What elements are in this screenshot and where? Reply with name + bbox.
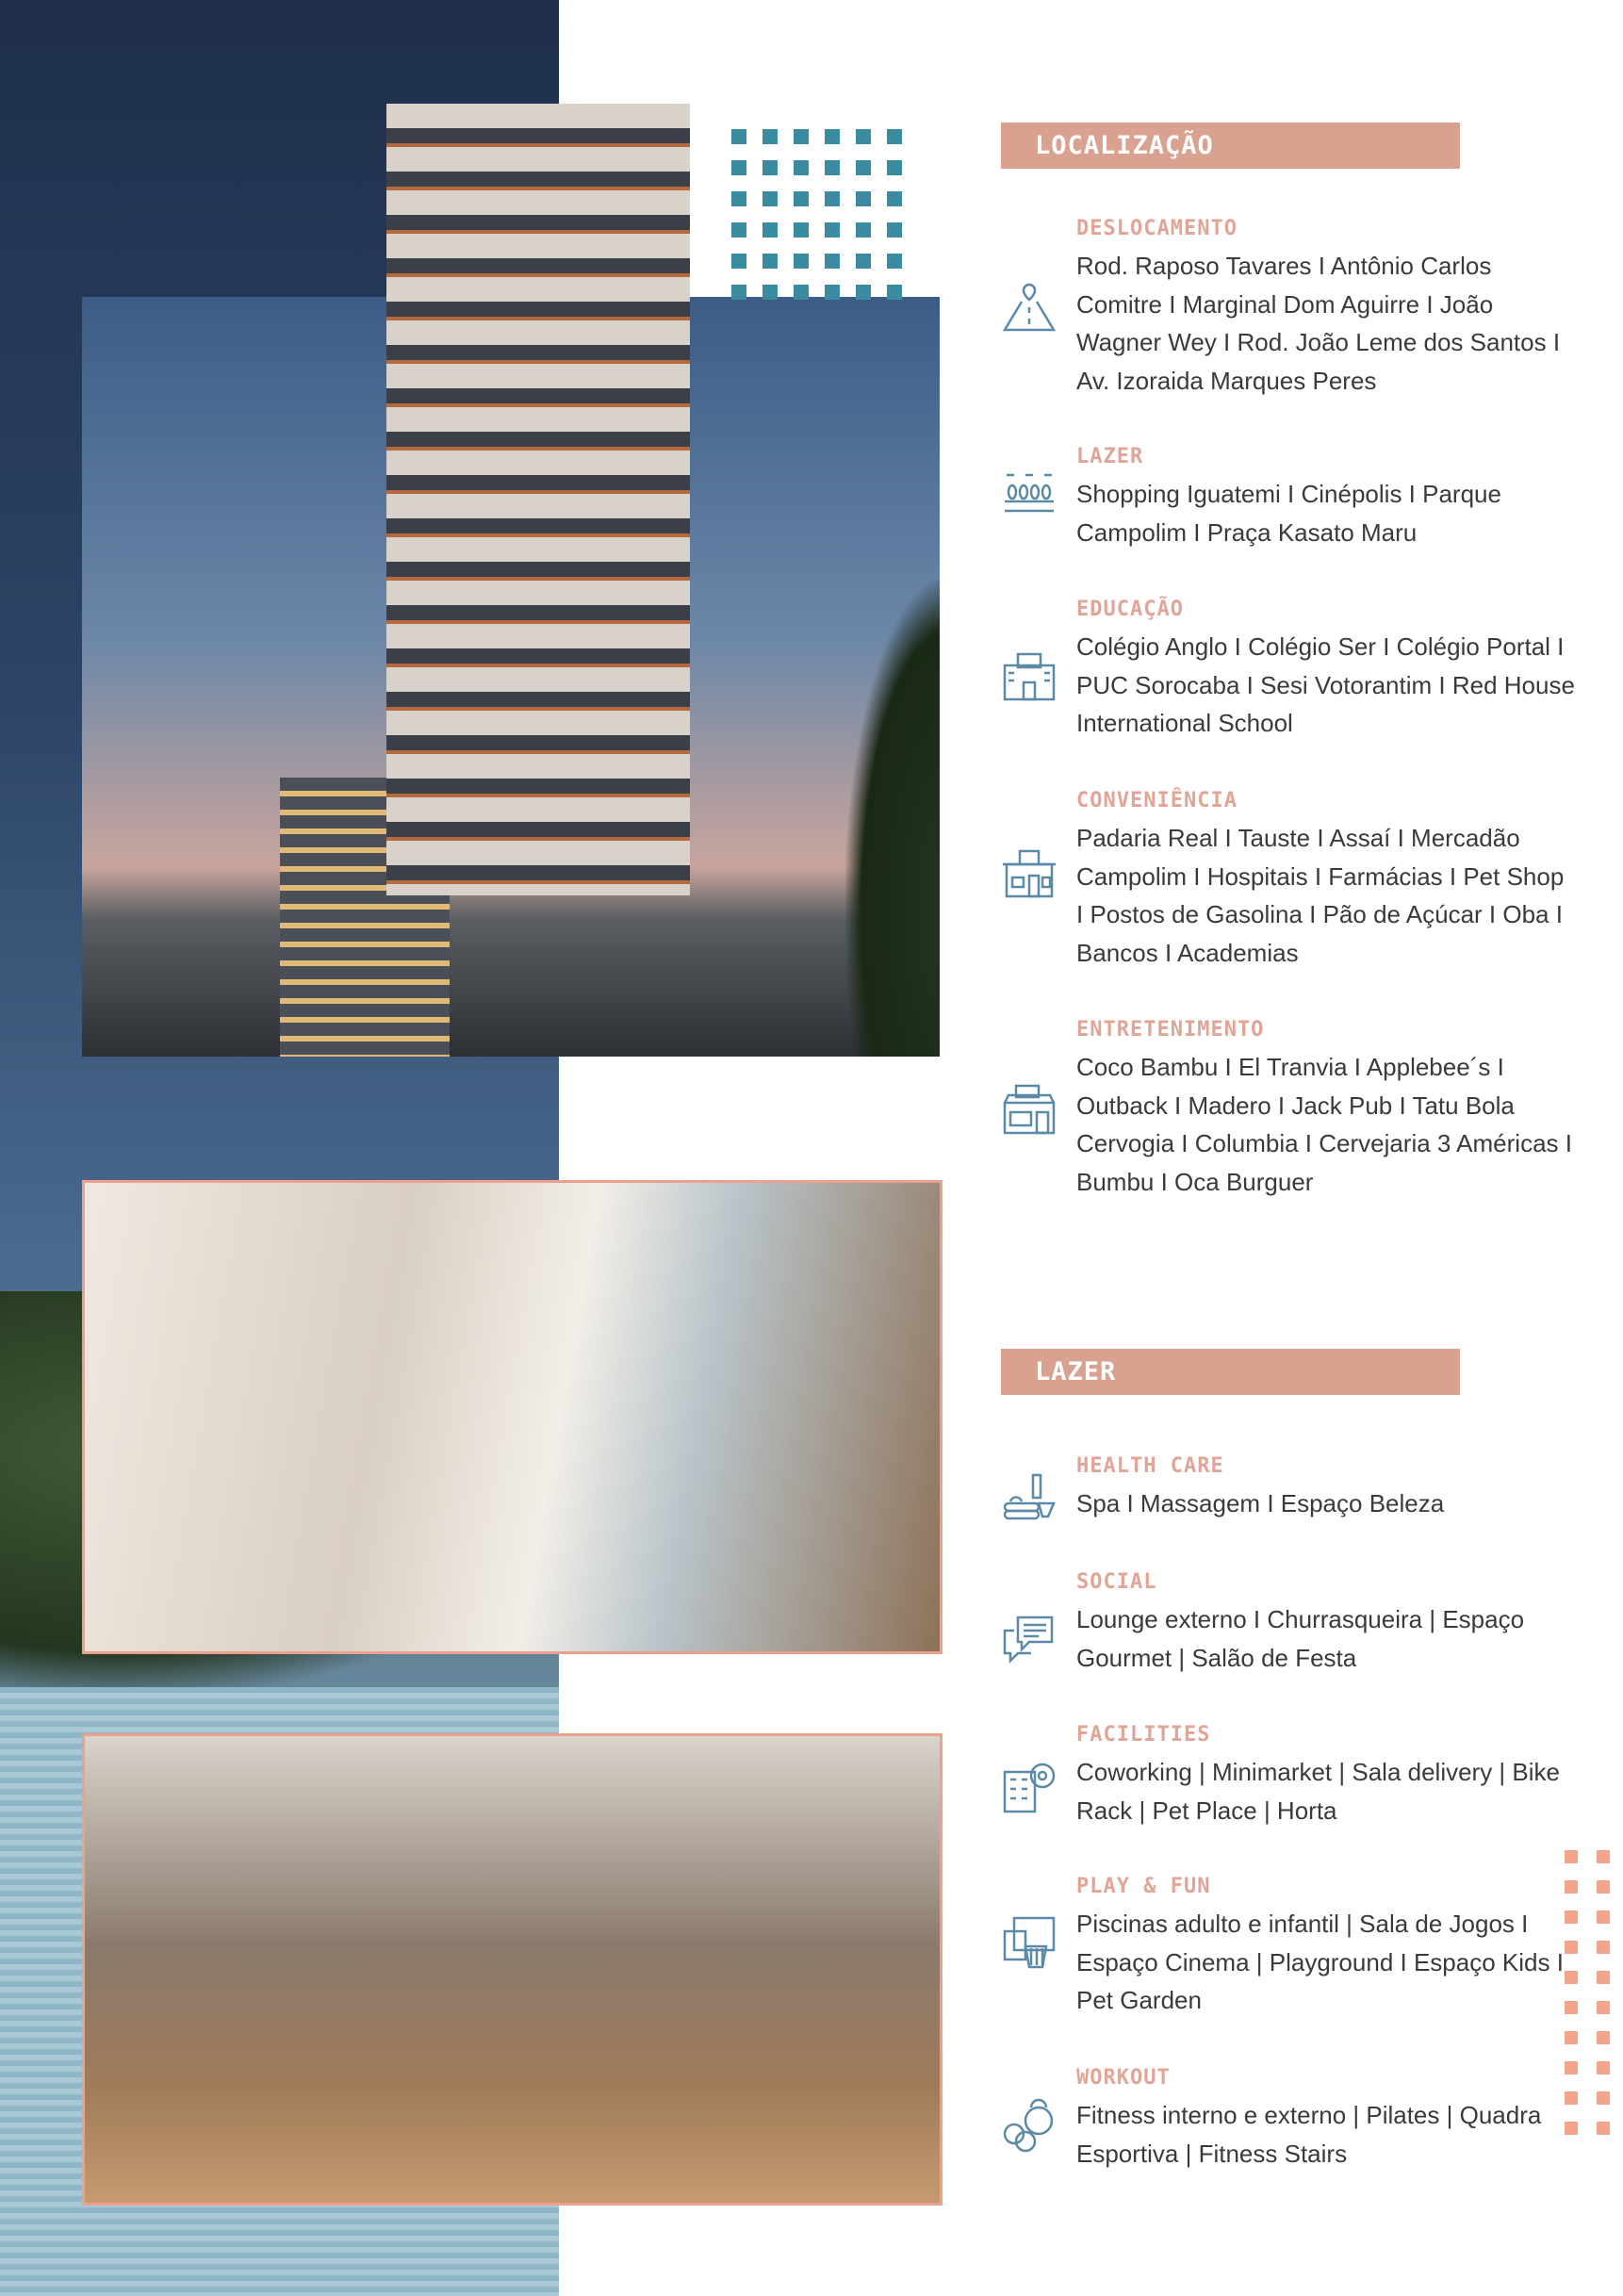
section-text: Spa I Massagem I Espaço Beleza xyxy=(1076,1489,1445,1517)
section-text: Piscinas adulto e infantil | Sala de Jogos I Espaço Cinema | Playground I Espaço Kids I Pet Garden xyxy=(1076,1910,1564,2014)
section-lazer-local xyxy=(1001,443,1576,551)
teal-dot-pattern xyxy=(731,129,902,300)
section-facilities xyxy=(1001,1721,1576,1829)
localizacao-header: LOCALIZAÇÃO xyxy=(1001,123,1460,169)
section-text: Lounge externo I Churrasqueira | Espaço Gourmet | Salão de Festa xyxy=(1076,1605,1525,1672)
cinema-popcorn-icon xyxy=(1001,1914,1057,1971)
section-text: Rod. Raposo Tavares I Antônio Carlos Comitre I Marginal Dom Aguirre I João Wagner Wey I Rod. João Leme dos Santos I Av. Izoraida Marques Peres xyxy=(1076,252,1561,395)
section-text: Coworking | Minimarket | Sala delivery | Bike Rack | Pet Place | Horta xyxy=(1076,1758,1560,1825)
building-gear-icon xyxy=(1001,1759,1057,1815)
section-text: Shopping Iguatemi I Cinépolis I Parque Campolim I Praça Kasato Maru xyxy=(1076,480,1501,547)
section-title: PLAY & FUN xyxy=(1076,1875,1211,1898)
section-title: ENTRETENIMENTO xyxy=(1076,1018,1265,1041)
store-icon xyxy=(1001,845,1057,902)
spa-icon xyxy=(1001,1469,1057,1526)
section-conveniencia xyxy=(1001,787,1576,972)
chat-icon xyxy=(1001,1612,1057,1668)
section-health-care xyxy=(1001,1452,1576,1523)
section-social xyxy=(1001,1568,1576,1677)
section-text: Fitness interno e externo | Pilates | Quadra Esportiva | Fitness Stairs xyxy=(1076,2101,1542,2168)
lazer-header: LAZER xyxy=(1001,1349,1460,1395)
section-text: Padaria Real I Tauste I Assaí I Mercadão Campolim I Hospitais I Farmácias I Pet Shop I Postos de Gasolina I Pão de Açúcar I Oba I Bancos I Academias xyxy=(1076,824,1565,967)
section-title: LAZER xyxy=(1076,445,1144,468)
section-educacao xyxy=(1001,596,1576,743)
restaurant-icon xyxy=(1001,1082,1057,1139)
section-text: Coco Bambu I El Tranvia I Applebee´s I Outback I Madero I Jack Pub I Tatu Bola Cervogia I Columbia I Cervejaria 3 Américas I Bumbu I Oca Burguer xyxy=(1076,1053,1572,1196)
main-tower xyxy=(386,104,690,895)
section-text: Colégio Anglo I Colégio Ser I Colégio Portal I PUC Sorocaba I Sesi Votorantim I Red House International School xyxy=(1076,632,1575,737)
school-icon xyxy=(1001,648,1057,705)
coworking-photo xyxy=(82,1733,943,2206)
trees xyxy=(845,580,940,1057)
section-workout xyxy=(1001,2064,1576,2173)
dumbbell-kettlebell-icon xyxy=(1001,2098,1057,2155)
section-entretenimento xyxy=(1001,1016,1576,1201)
section-play-fun xyxy=(1001,1873,1576,2020)
road-pin-icon xyxy=(1001,281,1057,337)
section-deslocamento xyxy=(1001,215,1576,400)
section-title: EDUCAÇÃO xyxy=(1076,598,1184,621)
section-title: HEALTH CARE xyxy=(1076,1454,1224,1478)
section-title: FACILITIES xyxy=(1076,1723,1211,1747)
section-title: DESLOCAMENTO xyxy=(1076,217,1238,240)
living-room-photo xyxy=(82,1180,943,1654)
section-title: CONVENIÊNCIA xyxy=(1076,789,1238,812)
section-title: SOCIAL xyxy=(1076,1570,1157,1594)
section-title: WORKOUT xyxy=(1076,2066,1171,2090)
park-icon xyxy=(1001,464,1057,520)
